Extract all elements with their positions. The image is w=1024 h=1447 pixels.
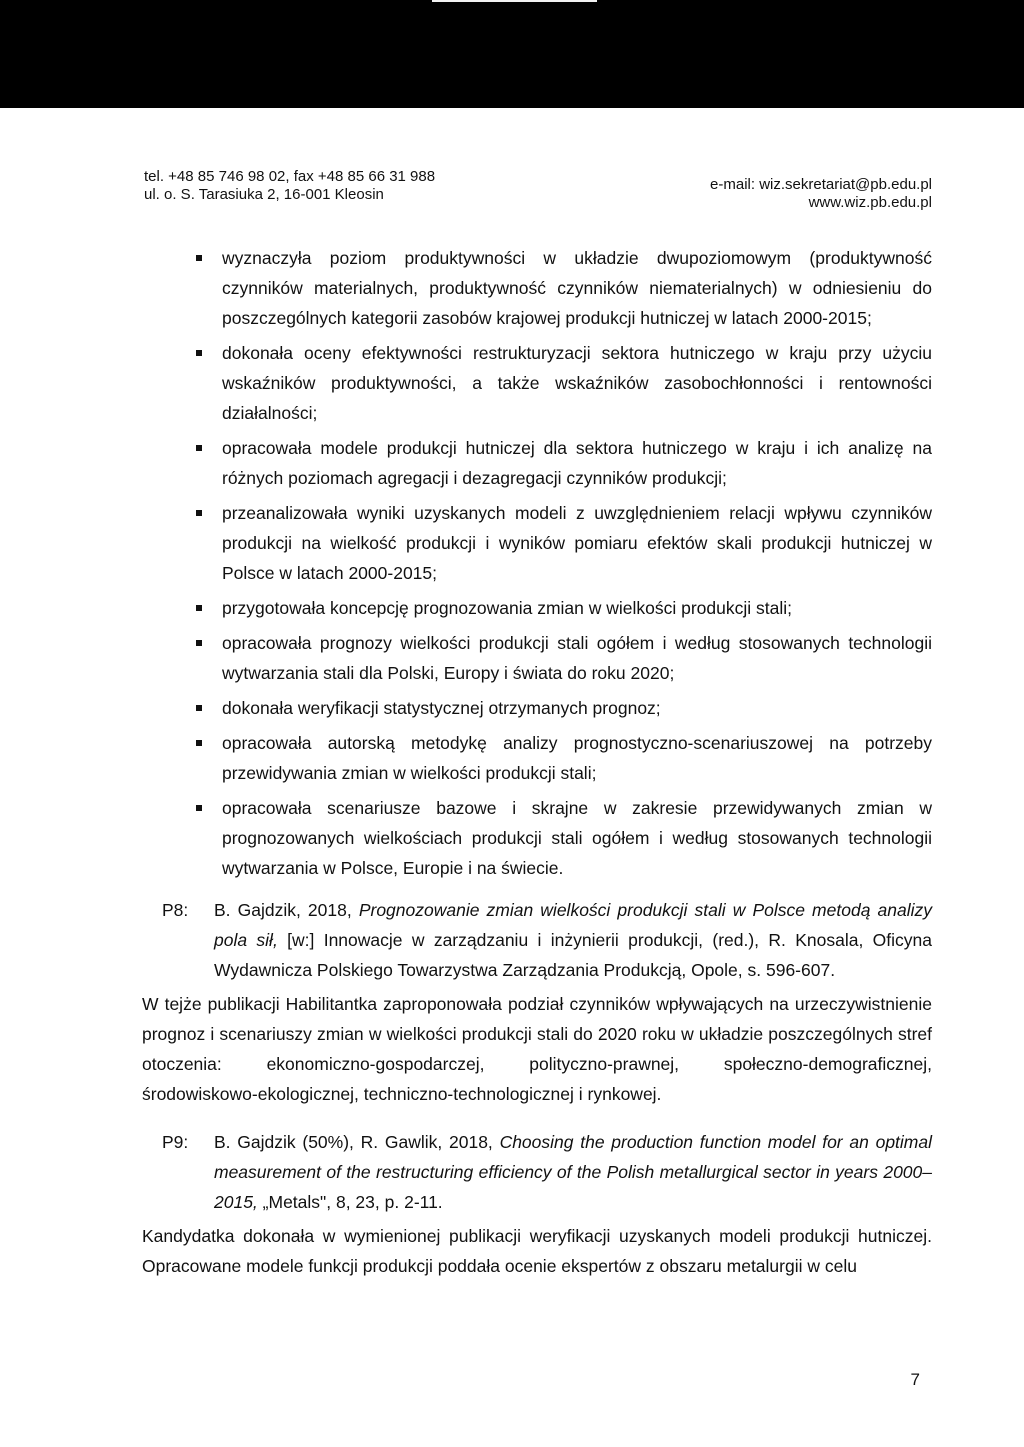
list-item: przygotowała koncepcję prognozowania zmian w wielkości produkcji stali; bbox=[142, 593, 932, 623]
publication-p8 bbox=[142, 895, 932, 985]
achievement-list bbox=[142, 243, 932, 883]
list-item: opracowała scenariusze bazowe i skrajne w zakresie przewidywanych zmian w prognozowanych wielkościach produkcji stali ogółem i według stosowanych technologii wytwarzania w Polsce, Europie i na świecie. bbox=[142, 793, 932, 883]
list-item: wyznaczyła poziom produktywności w układzie dwupoziomowym (produktywność czynników materialnych, produktywność czynników niematerialnych) w odniesieniu do poszczególnych kategorii zasobów krajowej produkcji hutniczej w latach 2000-2015; bbox=[142, 243, 932, 333]
list-item: opracowała prognozy wielkości produkcji stali ogółem i według stosowanych technologii wytwarzania stali dla Polski, Europy i świata do roku 2020; bbox=[142, 628, 932, 688]
header-website[interactable]: www.wiz.pb.edu.pl bbox=[808, 194, 932, 211]
list-item: opracowała modele produkcji hutniczej dla sektora hutniczego w kraju i ich analizę na różnych poziomach agregacji i dezagregacji czynników produkcji; bbox=[142, 433, 932, 493]
bullet-icon bbox=[196, 255, 202, 261]
document-page bbox=[0, 108, 1024, 1447]
header-address: ul. o. S. Tarasiuka 2, 16-001 Kleosin bbox=[144, 186, 384, 203]
bullet-icon bbox=[196, 640, 202, 646]
citation-title: Prognozowanie zmian wielkości produkcji stali w Polsce metodą analizy pola sił, bbox=[214, 900, 932, 950]
citation-authors: B. Gajdzik (50%), R. Gawlik, 2018, bbox=[214, 1132, 493, 1152]
header-contact bbox=[144, 168, 435, 204]
bullet-icon bbox=[196, 350, 202, 356]
header-tel: tel. +48 85 746 98 02, fax +48 85 66 31 988 bbox=[144, 168, 436, 185]
citation-source: [w:] Innowacje w zarządzaniu i inżynierii produkcji, (red.), R. Knosala, Oficyna Wydawnicza Polskiego Towarzystwa Zarządzania Produkcją, Opole, s. 596-607. bbox=[214, 930, 932, 980]
list-item: dokonała oceny efektywności restrukturyzacji sektora hutniczego w kraju przy użyciu wskaźników produktywności, a także wskaźników zasobochłonności i rentowności działalności; bbox=[142, 338, 932, 428]
list-item: opracowała autorską metodykę analizy prognostyczno-scenariuszowej na potrzeby przewidywania zmian w wielkości produkcji stali; bbox=[142, 728, 932, 788]
document-body bbox=[142, 243, 932, 1287]
top-edge-rule bbox=[432, 0, 597, 2]
header-online bbox=[710, 176, 932, 212]
publication-label: P9: bbox=[162, 1132, 189, 1152]
publication-citation bbox=[214, 895, 932, 985]
paragraph-p9-summary: Kandydatka dokonała w wymienionej publikacji weryfikacji uzyskanych modeli produkcji hutniczej. Opracowane modele funkcji produkcji poddała ocenie ekspertów z obszaru metalurgii w celu bbox=[142, 1226, 932, 1276]
bullet-icon bbox=[196, 740, 202, 746]
bullet-icon bbox=[196, 805, 202, 811]
page-number: 7 bbox=[910, 1370, 920, 1389]
citation-authors: B. Gajdzik, 2018, bbox=[214, 900, 352, 920]
citation-title: Choosing the production function model for an optimal measurement of the restructuring efficiency of the Polish metallurgical sector in years 2000–2015, bbox=[214, 1132, 932, 1212]
bullet-icon bbox=[196, 705, 202, 711]
list-item: dokonała weryfikacji statystycznej otrzymanych prognoz; bbox=[142, 693, 932, 723]
list-item: przeanalizowała wyniki uzyskanych modeli z uwzględnieniem relacji wpływu czynników produkcji na wielkość produkcji i wyników pomiaru efektów skali produkcji hutniczej w Polsce w latach 2000-2015; bbox=[142, 498, 932, 588]
citation-source: „Metals", 8, 23, p. 2-11. bbox=[262, 1192, 443, 1212]
header-email[interactable]: e-mail: wiz.sekretariat@pb.edu.pl bbox=[710, 176, 932, 193]
paragraph-p8-summary: W tejże publikacji Habilitantka zaproponowała podział czynników wpływających na urzeczywistnienie prognoz i scenariuszy zmian w wielkości produkcji stali do 2020 roku w układzie poszczególnych stref otoczenia: ekonomiczno-gospodarczej, polityczno-prawnej, społeczno-demograficznej, środowiskowo-ekologicznej, techniczno-technologicznej i rynkowej. bbox=[142, 994, 932, 1104]
publication-p9 bbox=[142, 1127, 932, 1217]
bullet-icon bbox=[196, 445, 202, 451]
publication-label: P8: bbox=[162, 900, 189, 920]
publication-citation bbox=[214, 1127, 932, 1217]
bullet-icon bbox=[196, 605, 202, 611]
bullet-icon bbox=[196, 510, 202, 516]
